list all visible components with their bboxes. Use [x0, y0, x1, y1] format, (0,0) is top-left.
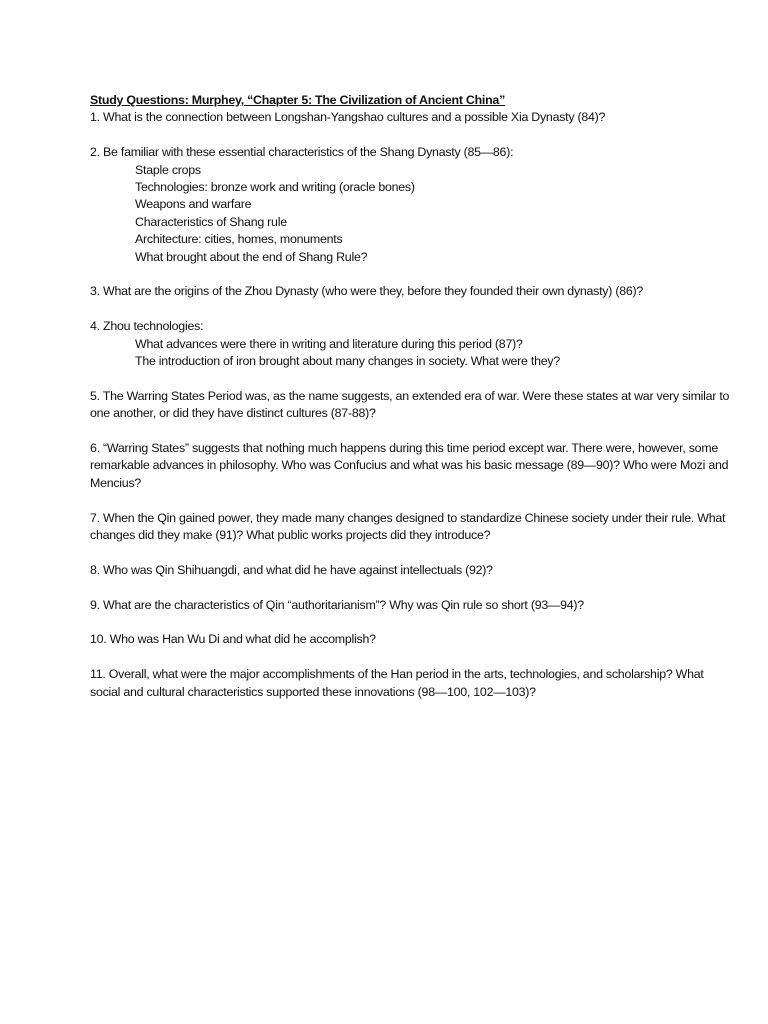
question-4	[90, 318, 730, 370]
sub-item: Characteristics of Shang rule	[135, 214, 287, 229]
question-text: 1. What is the connection between Longshan-Yangshao cultures and a possible Xia Dynasty (84)?	[90, 110, 606, 125]
sub-item: The introduction of iron brought about many changes in society. What were they?	[135, 354, 560, 369]
question-7	[90, 510, 730, 545]
sub-item: Staple crops	[135, 162, 201, 177]
sub-item: Weapons and warfare	[135, 197, 252, 212]
question-9	[90, 597, 730, 614]
question-text: 9. What are the characteristics of Qin “authoritarianism”? Why was Qin rule so short (93—94)?	[90, 597, 584, 612]
sub-item: What advances were there in writing and literature during this period (87)?	[135, 336, 523, 351]
question-11	[90, 666, 730, 701]
question-text: 3. What are the origins of the Zhou Dynasty (who were they, before they founded their own dynasty) (86)?	[90, 284, 643, 299]
question-1	[90, 109, 730, 126]
sub-item: What brought about the end of Shang Rule?	[135, 249, 368, 264]
question-10	[90, 631, 730, 648]
question-text: 6. “Warring States” suggests that nothing much happens during this time period except war. There were, however, some remarkable advances in philosophy. Who was Confucius and what was his basic message (89—90)? Who were Mozi and Mencius?	[90, 441, 729, 490]
question-text: 4. Zhou technologies:	[90, 319, 204, 334]
document-page	[90, 92, 730, 718]
question-text: 7. When the Qin gained power, they made many changes designed to standardize Chinese society under their rule. What changes did they make (91)? What public works projects did they introduce?	[90, 510, 726, 543]
question-8	[90, 562, 730, 579]
question-text: 11. Overall, what were the major accomplishments of the Han period in the arts, technologies, and scholarship? What social and cultural characteristics supported these innovations (98—100, 102—103)?	[90, 667, 704, 699]
question-text: 10. Who was Han Wu Di and what did he accomplish?	[90, 632, 376, 647]
question-2	[90, 144, 730, 266]
sub-item: Architecture: cities, homes, monuments	[135, 232, 343, 247]
document-title: Study Questions: Murphey, “Chapter 5: The Civilization of Ancient China”	[90, 93, 506, 107]
question-text: 2. Be familiar with these essential characteristics of the Shang Dynasty (85—86):	[90, 145, 514, 160]
sub-item: Technologies: bronze work and writing (oracle bones)	[135, 180, 415, 195]
question-5	[90, 388, 730, 423]
question-3	[90, 283, 730, 300]
question-text: 8. Who was Qin Shihuangdi, and what did he have against intellectuals (92)?	[90, 562, 493, 577]
question-6	[90, 440, 730, 492]
question-text: 5. The Warring States Period was, as the name suggests, an extended era of war. Were these states at war very similar to one another, or did they have distinct cultures (87-88)?	[90, 388, 730, 421]
